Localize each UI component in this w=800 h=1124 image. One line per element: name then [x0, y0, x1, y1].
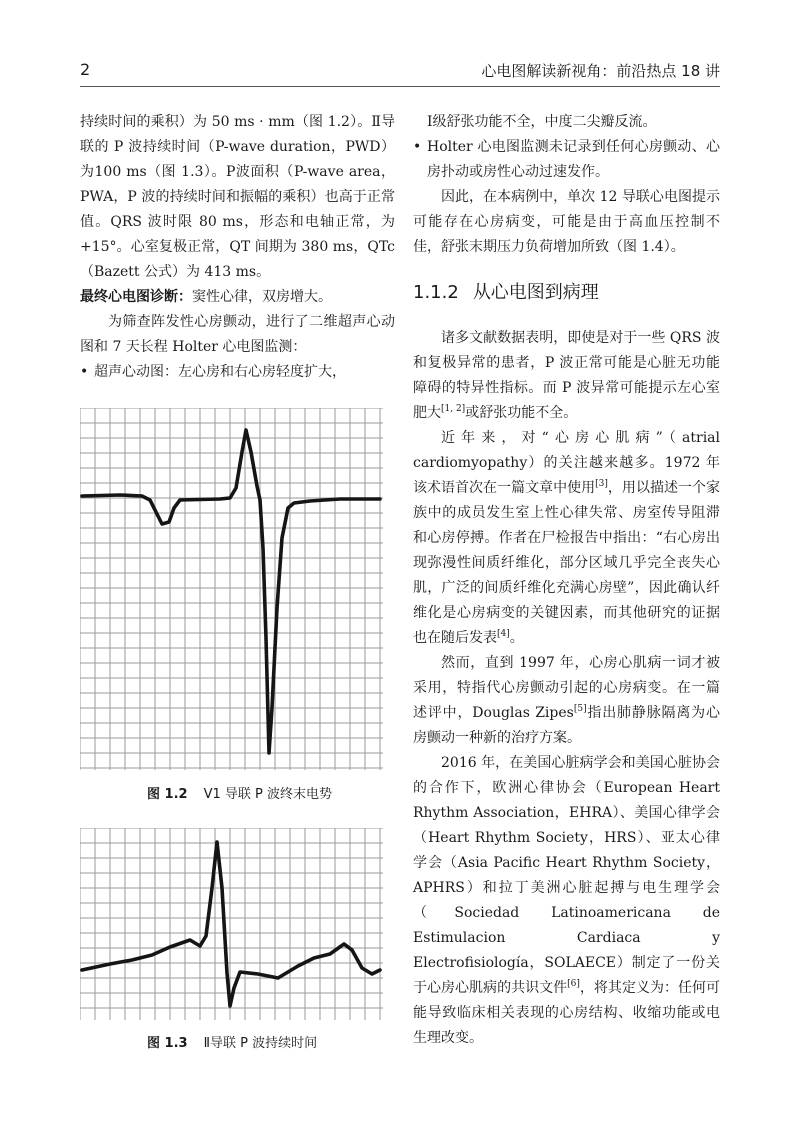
citation: [5] [573, 704, 587, 714]
figure-caption [147, 783, 332, 802]
citation: [1, 2] [441, 404, 466, 414]
section-title: 从心电图到病理 [472, 282, 599, 303]
diagnosis-paragraph [80, 285, 395, 310]
paragraph [413, 426, 720, 651]
text-run: ，用以描述一个家族中的成员发生室上性心律失常、房室传导阻滞和心房停搏。作者在尸检报告中指出：“右心房出现弥漫性间质纤维化，部分区域几乎完全丧失心肌，广泛的间质纤维化充满心房壁”，因此确认纤维化是心房病变的关键因素，而其他研究的证据也在随后发表 [413, 480, 721, 646]
text-run: 。 [509, 630, 524, 646]
ecg-ii-strip [80, 828, 383, 1020]
citation: [3] [595, 479, 608, 489]
figure-label: 图 1.2 [147, 787, 188, 802]
paragraph [413, 651, 720, 751]
figure-caption-text: Ⅱ导联 P 波持续时间 [203, 1036, 318, 1051]
diagnosis-text: 窦性心律，双房增大。 [192, 289, 332, 305]
bullet-text: Holter 心电图监测未记录到任何心房颤动、心房扑动或房性心动过速发作。 [427, 139, 720, 180]
figure-label: 图 1.3 [147, 1036, 188, 1051]
bullet-icon: • [413, 139, 422, 155]
figure-ecg-ii [80, 828, 383, 1020]
diagnosis-label: 最终心电图诊断： [80, 289, 192, 305]
text-run: 指出肺静脉隔离为心房颤动一种新的治疗方案。 [413, 705, 720, 746]
text-run: 诸多文献数据表明，即使是对于一些 QRS 波和复极异常的患者，P 波正常可能是心脏无功能障碍的特异性指标。而 P 波异常可能提示左心室肥大 [413, 330, 720, 421]
right-column [413, 110, 720, 1051]
text-run: 2016 年，在美国心脏病学会和美国心脏协会的合作下，欧洲心律协会（European Heart Rhythm Association，EHRA）、美国心律学会（Heart Rhythm Society，HRS）、亚太心律学会（Asia Pacific Heart Rhythm Society，APHRS）和拉丁美洲心脏起搏与电生理学会（Sociedad Latinoamericana de Estimulacion Cardiaca y Electrofisiología，SOLAECE）制定了一份关于心房心肌病的共识文件 [413, 755, 720, 996]
figure-caption-text: V1 导联 P 波终末电势 [203, 787, 332, 802]
bullet-item [80, 360, 395, 385]
bullet-icon: • [80, 364, 89, 380]
page-number: 2 [80, 60, 91, 79]
figure-caption [147, 1032, 317, 1051]
bullet-text: 超声心动图：左心房和右心房轻度扩大， [94, 364, 346, 380]
paragraph: 持续时间的乘积）为 50 ms · mm（图 1.2）。Ⅱ导联的 P 波持续时间（P-wave duration，PWD）为100 ms（图 1.3）。P波面积（P-wave area，PWA，P 波的持续时间和振幅的乘积）也高于正常值。QRS 波时限 80 ms，形态和电轴正常，为 +15°。心室复极正常，QT 间期为 380 ms，QTc（Bazett 公式）为 413 ms。 [80, 114, 395, 280]
text-run: 或舒张功能不全。 [465, 405, 578, 421]
paragraph [413, 326, 720, 426]
text-run: ，将其定义为：任何可能导致临床相关表现的心房结构、收缩功能或电生理改变。 [413, 980, 721, 1046]
paragraph [413, 751, 720, 1051]
running-title: 心电图解读新视角：前沿热点 18 讲 [481, 62, 720, 80]
figure-ecg-v1 [80, 408, 383, 770]
paragraph: 为筛查阵发性心房颤动，进行了二维超声心动图和 7 天长程 Holter 心电图监测： [80, 314, 395, 355]
text-run: 然而，直到 1997 年，心房心肌病一词才被采用，特指代心房颤动引起的心房病变。在一篇述评中，Douglas Zipes [413, 655, 720, 721]
page-header [80, 58, 720, 87]
paragraph: 因此，在本病例中，单次 12 导联心电图提示可能存在心房病变，可能是由于高血压控制不佳，舒张末期压力负荷增加所致（图 1.4）。 [413, 189, 720, 255]
citation: [4] [497, 629, 510, 639]
section-heading [413, 280, 720, 306]
left-column [80, 110, 395, 385]
bullet-continuation: Ⅰ级舒张功能不全，中度二尖瓣反流。 [427, 114, 657, 130]
section-number: 1.1.2 [413, 282, 459, 303]
text-run: 近年来，对“心房心肌病”（atrial cardiomyopathy）的关注越来越多。1972 年该术语首次在一篇文章中使用 [413, 430, 720, 496]
ecg-v1-strip [80, 408, 383, 770]
bullet-item [413, 135, 720, 185]
citation: [6] [567, 979, 580, 989]
